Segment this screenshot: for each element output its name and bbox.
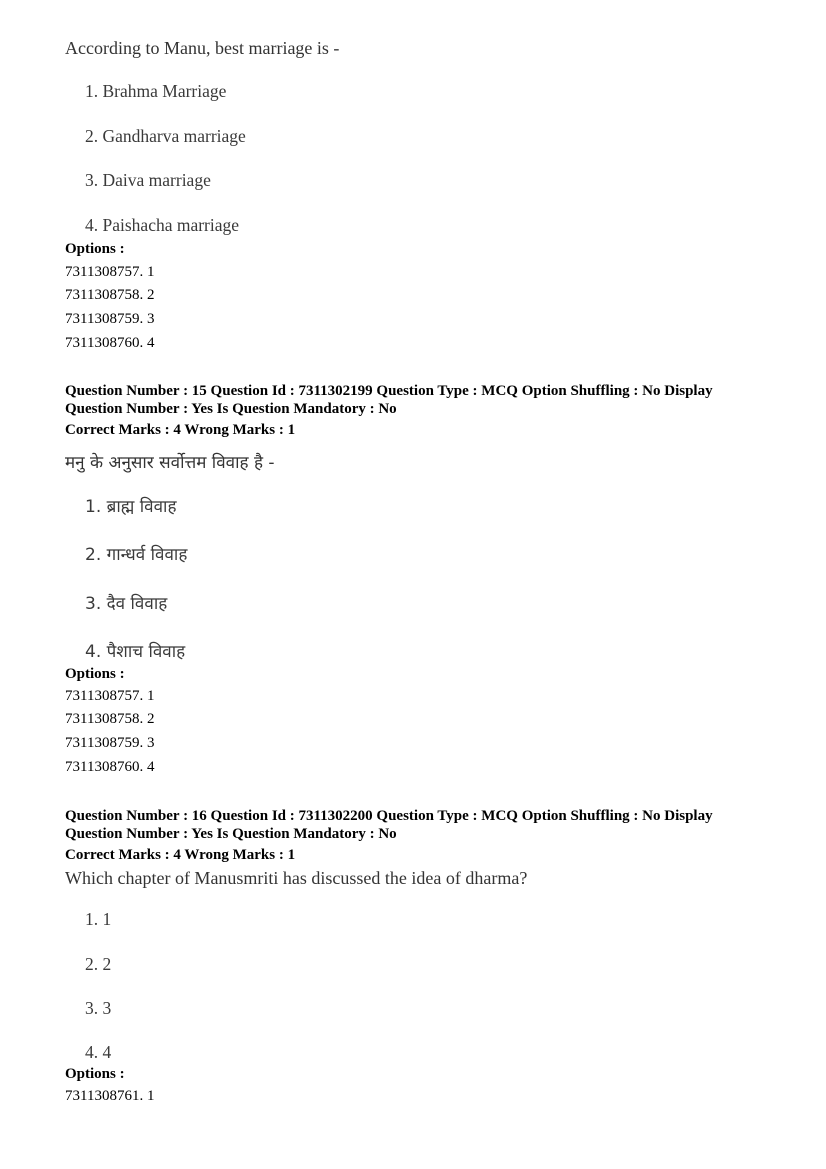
option-id: 7311308760. 4 bbox=[65, 759, 155, 775]
question-option: 1. ब्राह्म विवाह bbox=[85, 497, 177, 517]
option-id: 7311308757. 1 bbox=[65, 264, 155, 280]
question-option: 4. Paishacha marriage bbox=[85, 215, 240, 235]
question-option: 2. 2 bbox=[85, 954, 112, 974]
option-id: 7311308758. 2 bbox=[65, 287, 155, 303]
question-marks: Correct Marks : 4 Wrong Marks : 1 bbox=[65, 422, 296, 438]
option-id: 7311308757. 1 bbox=[65, 688, 155, 704]
question-marks: Correct Marks : 4 Wrong Marks : 1 bbox=[65, 847, 296, 863]
question-option: 4. पैशाच विवाह bbox=[85, 642, 186, 662]
question-header: Question Number : 16 Question Id : 7311302200 Question Type : MCQ Option Shuffling : No Display bbox=[65, 808, 713, 824]
question-option: 3. Daiva marriage bbox=[85, 170, 211, 190]
question-header: Question Number : Yes Is Question Mandatory : No bbox=[65, 826, 397, 842]
question-text: मनु के अनुसार सर्वोत्तम विवाह है - bbox=[65, 453, 275, 473]
question-header: Question Number : Yes Is Question Mandatory : No bbox=[65, 401, 397, 417]
options-label: Options : bbox=[65, 666, 125, 682]
question-text: Which chapter of Manusmriti has discussed the idea of dharma? bbox=[65, 868, 528, 888]
option-id: 7311308758. 2 bbox=[65, 711, 155, 727]
options-label: Options : bbox=[65, 241, 125, 257]
options-label: Options : bbox=[65, 1066, 125, 1082]
question-option: 3. दैव विवाह bbox=[85, 594, 168, 614]
question-option: 4. 4 bbox=[85, 1042, 112, 1062]
option-id: 7311308759. 3 bbox=[65, 735, 155, 751]
question-option: 1. 1 bbox=[85, 909, 112, 929]
option-id: 7311308760. 4 bbox=[65, 335, 155, 351]
question-option: 3. 3 bbox=[85, 998, 112, 1018]
question-option: 2. Gandharva marriage bbox=[85, 126, 246, 146]
question-option: 1. Brahma Marriage bbox=[85, 81, 227, 101]
question-option: 2. गान्धर्व विवाह bbox=[85, 545, 188, 565]
question-text: According to Manu, best marriage is - bbox=[65, 38, 340, 58]
option-id: 7311308759. 3 bbox=[65, 311, 155, 327]
question-header: Question Number : 15 Question Id : 7311302199 Question Type : MCQ Option Shuffling : No Display bbox=[65, 383, 713, 399]
option-id: 7311308761. 1 bbox=[65, 1088, 155, 1104]
